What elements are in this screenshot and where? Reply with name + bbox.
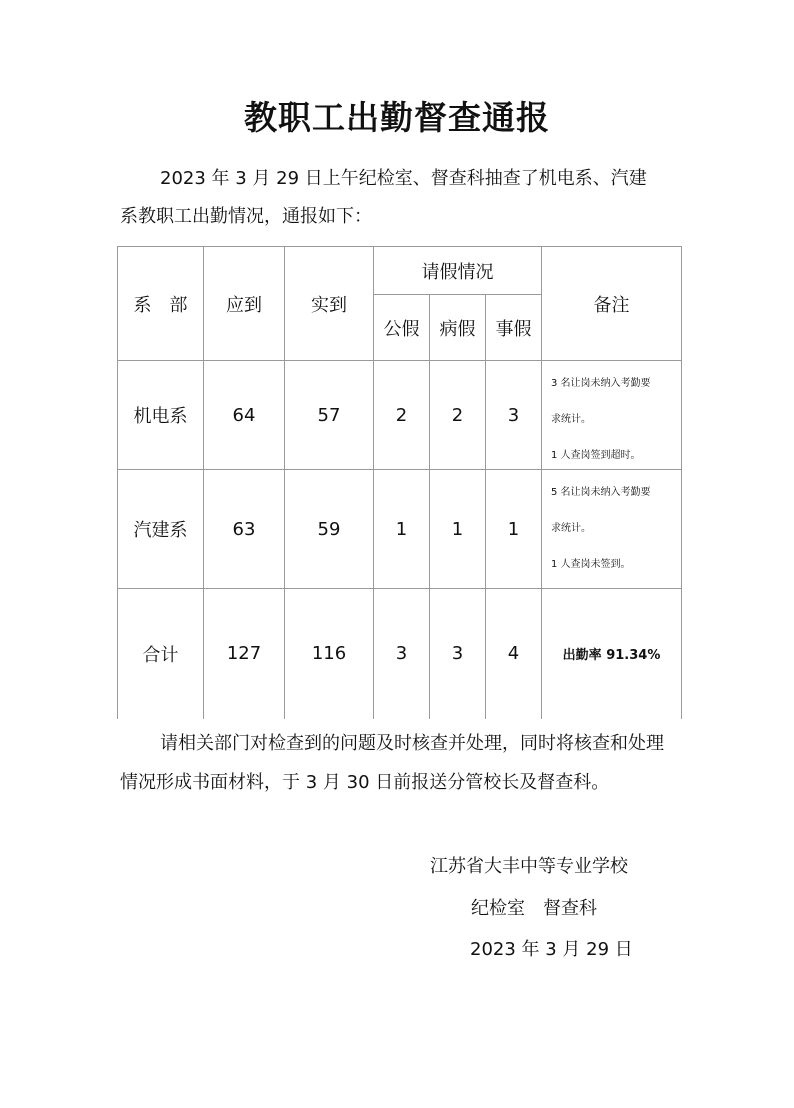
closing-line-1: 请相关部门对检查到的问题及时核查并处理，同时将核查和处理 bbox=[160, 733, 664, 754]
intro-line-1: 2023 年 3 月 29 日上午纪检室、督查科抽查了机电系、汽建 bbox=[160, 168, 647, 189]
remark-line: 求统计。 bbox=[551, 523, 592, 534]
header-sick-leave: 病假 bbox=[430, 295, 486, 361]
row-dept: 机电系 bbox=[118, 361, 204, 470]
row-official-leave: 1 bbox=[374, 470, 430, 589]
row-actual: 57 bbox=[285, 361, 374, 470]
header-personal-leave: 事假 bbox=[486, 295, 542, 361]
remark-line: 求统计。 bbox=[551, 414, 592, 425]
remark-line: 5 名让岗未纳入考勤要 bbox=[551, 487, 651, 498]
total-official-leave: 3 bbox=[374, 589, 430, 719]
signature-org: 江苏省大丰中等专业学校 bbox=[430, 856, 628, 877]
row-personal-leave: 1 bbox=[486, 470, 542, 589]
row-expected: 63 bbox=[204, 470, 285, 589]
remark-line: 1 人查岗未签到。 bbox=[551, 559, 631, 570]
attendance-table bbox=[117, 246, 682, 719]
row-sick-leave: 2 bbox=[430, 361, 486, 470]
row-remarks bbox=[542, 470, 682, 589]
intro-line-2: 系教职工出勤情况，通报如下： bbox=[120, 206, 372, 227]
table-total-row bbox=[118, 589, 682, 719]
remark-line: 3 名让岗未纳入考勤要 bbox=[551, 378, 651, 389]
header-remarks: 备注 bbox=[542, 247, 682, 361]
total-actual: 116 bbox=[285, 589, 374, 719]
row-official-leave: 2 bbox=[374, 361, 430, 470]
table-row bbox=[118, 470, 682, 589]
header-leave: 请假情况 bbox=[374, 247, 542, 295]
row-dept: 汽建系 bbox=[118, 470, 204, 589]
attendance-rate: 出勤率 91.34% bbox=[542, 589, 682, 719]
header-actual: 实到 bbox=[285, 247, 374, 361]
row-personal-leave: 3 bbox=[486, 361, 542, 470]
remark-line: 1 人查岗签到超时。 bbox=[551, 450, 641, 461]
row-remarks bbox=[542, 361, 682, 470]
table-header-row bbox=[118, 247, 682, 295]
total-personal-leave: 4 bbox=[486, 589, 542, 719]
table-row bbox=[118, 361, 682, 470]
page-title: 教职工出勤督查通报 bbox=[244, 98, 550, 137]
total-sick-leave: 3 bbox=[430, 589, 486, 719]
row-sick-leave: 1 bbox=[430, 470, 486, 589]
row-expected: 64 bbox=[204, 361, 285, 470]
signature-dept: 纪检室 督查科 bbox=[471, 898, 597, 919]
total-expected: 127 bbox=[204, 589, 285, 719]
total-dept: 合计 bbox=[118, 589, 204, 719]
closing-line-2: 情况形成书面材料，于 3 月 30 日前报送分管校长及督查科。 bbox=[120, 772, 610, 793]
header-official-leave: 公假 bbox=[374, 295, 430, 361]
header-dept: 系 部 bbox=[118, 247, 204, 361]
header-expected: 应到 bbox=[204, 247, 285, 361]
signature-date: 2023 年 3 月 29 日 bbox=[470, 939, 633, 960]
row-actual: 59 bbox=[285, 470, 374, 589]
